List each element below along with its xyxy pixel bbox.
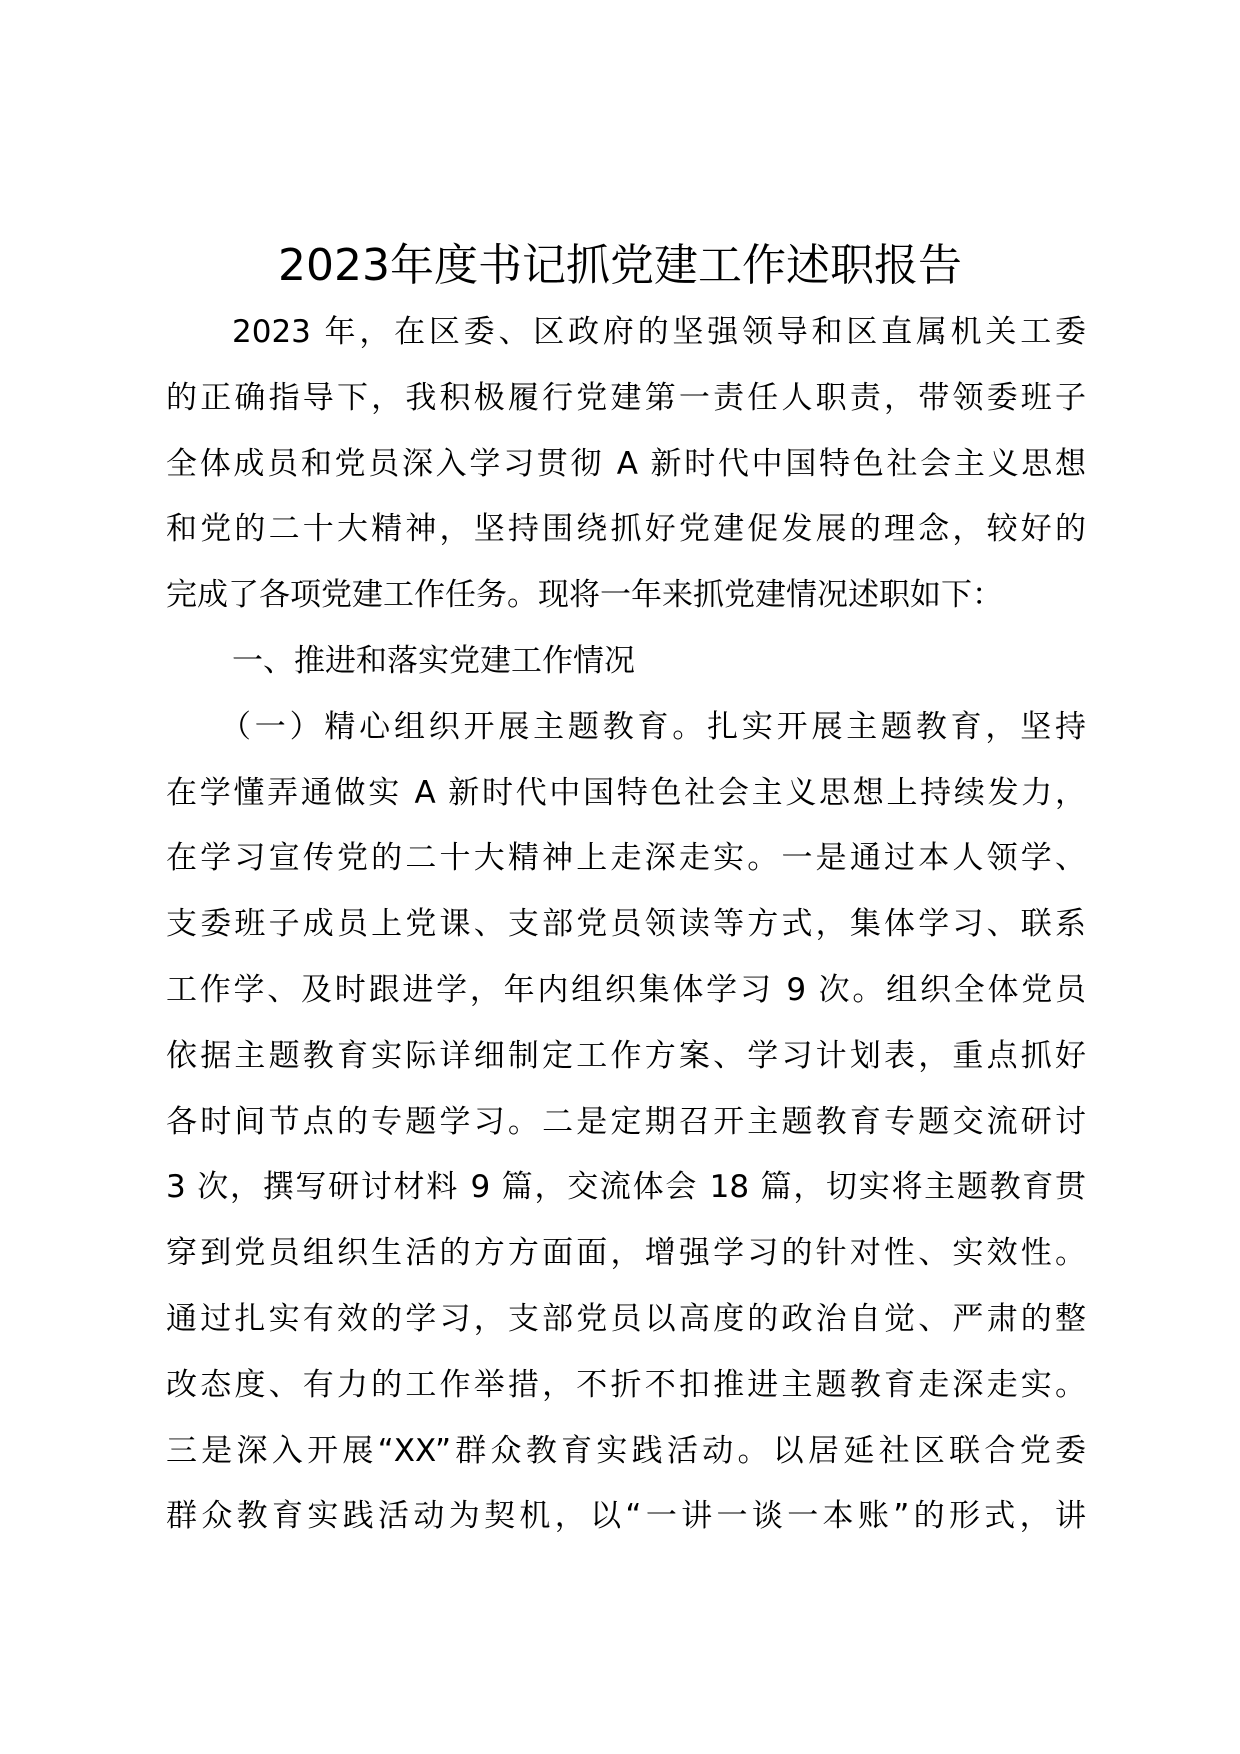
paragraph-line: 完成了各项党建工作任务。现将一年来抓党建情况述职如下： bbox=[166, 577, 1003, 614]
paragraph-line: 群众教育实践活动为契机，以“一讲一谈一本账”的形式，讲 bbox=[166, 1498, 1086, 1535]
paragraph-line: 3 次，撰写研讨材料 9 篇，交流体会 18 篇，切实将主题教育贯 bbox=[166, 1169, 1086, 1206]
paragraph-line: 在学习宣传党的二十大精神上走深走实。一是通过本人领学、 bbox=[166, 840, 1086, 877]
paragraph-line: 三是深入开展“XX”群众教育实践活动。以居延社区联合党委 bbox=[166, 1432, 1086, 1469]
paragraph-line: 改态度、有力的工作举措，不折不扣推进主题教育走深走实。 bbox=[166, 1366, 1086, 1403]
paragraph-line: 的正确指导下，我积极履行党建第一责任人职责，带领委班子 bbox=[166, 379, 1086, 416]
document-title: 2023年度书记抓党建工作述职报告 bbox=[278, 240, 962, 291]
paragraph-line: 在学懂弄通做实 A 新时代中国特色社会主义思想上持续发力， bbox=[166, 774, 1086, 811]
document-body bbox=[166, 306, 1086, 1556]
paragraph-line: 工作学、及时跟进学，年内组织集体学习 9 次。组织全体党员 bbox=[166, 971, 1086, 1008]
paragraph-line: 通过扎实有效的学习，支部党员以高度的政治自觉、严肃的整 bbox=[166, 1300, 1086, 1337]
section-heading: 一、推进和落实党建工作情况 bbox=[232, 642, 635, 679]
paragraph-line: 各时间节点的专题学习。二是定期召开主题教育专题交流研讨 bbox=[166, 1103, 1086, 1140]
paragraph-line: 依据主题教育实际详细制定工作方案、学习计划表，重点抓好 bbox=[166, 1037, 1086, 1074]
paragraph-line: 全体成员和党员深入学习贯彻 A 新时代中国特色社会主义思想 bbox=[166, 445, 1086, 482]
paragraph-line: 穿到党员组织生活的方方面面，增强学习的针对性、实效性。 bbox=[166, 1235, 1086, 1272]
paragraph-line: （一）精心组织开展主题教育。扎实开展主题教育，坚持 bbox=[220, 708, 1086, 745]
paragraph-line: 支委班子成员上党课、支部党员领读等方式，集体学习、联系 bbox=[166, 906, 1086, 943]
paragraph-line: 和党的二十大精神，坚持围绕抓好党建促发展的理念，较好的 bbox=[166, 511, 1086, 548]
paragraph-line: 2023 年，在区委、区政府的坚强领导和区直属机关工委 bbox=[232, 314, 1086, 350]
